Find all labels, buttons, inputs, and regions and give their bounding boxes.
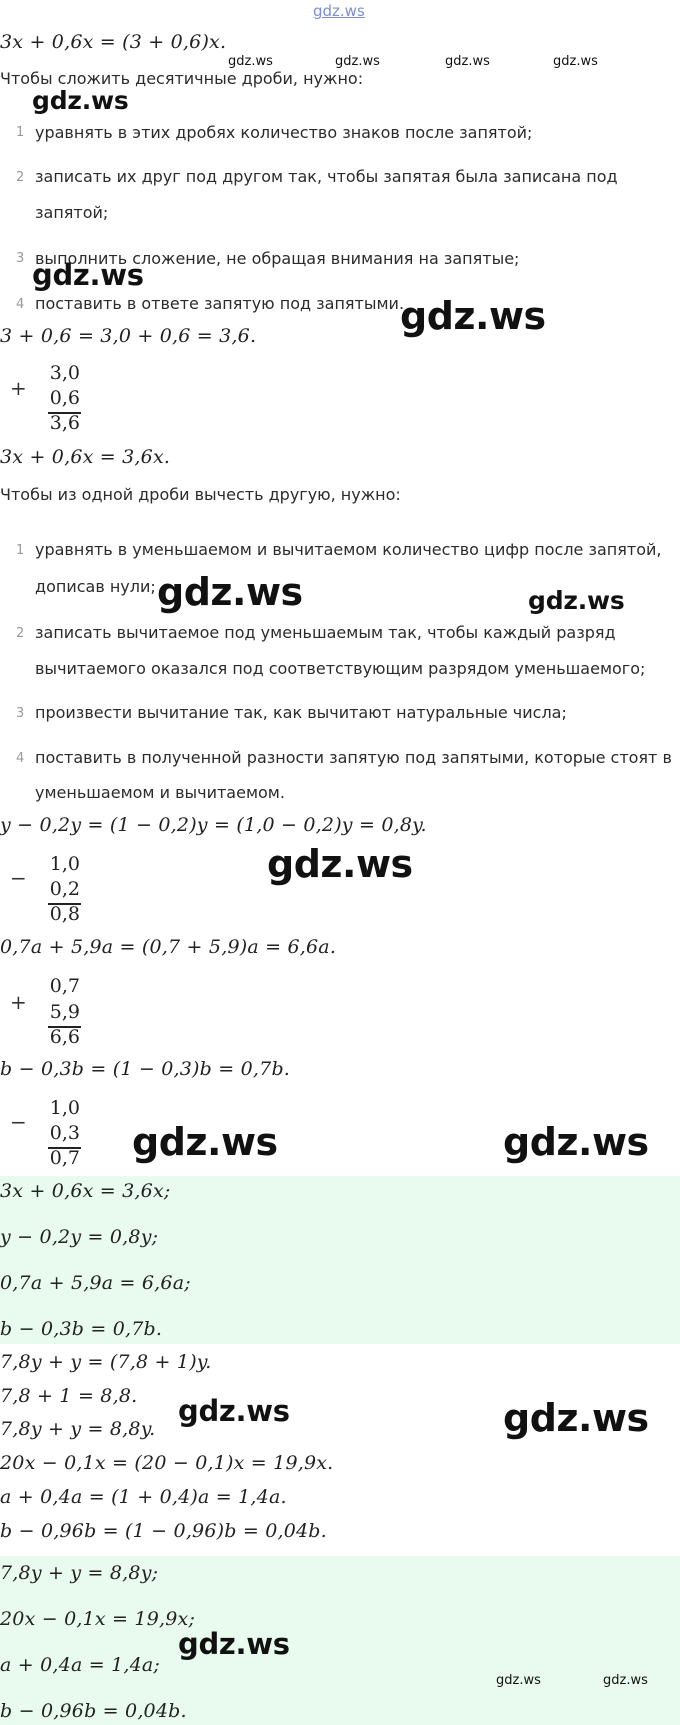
- step-number: 3: [16, 251, 25, 266]
- column-operator: −: [10, 1110, 27, 1134]
- equation: 7,8 + 1 = 8,8.: [0, 1385, 138, 1407]
- column-operator: −: [10, 866, 27, 890]
- column-operand: 5,9: [49, 1001, 80, 1023]
- watermark: gdz.ws: [178, 1394, 290, 1428]
- step-text: уравнять в уменьшаемом и вычитаемом количество цифр после запятой,: [35, 540, 662, 559]
- watermark: gdz.ws: [178, 1627, 290, 1661]
- step-number: 2: [16, 626, 25, 641]
- watermark: gdz.ws: [445, 54, 490, 69]
- step-text-cont: дописав нули;: [35, 577, 156, 596]
- equation: a + 0,4a = (1 + 0,4)a = 1,4a.: [0, 1486, 287, 1508]
- column-operator: +: [10, 376, 27, 400]
- answer-line: y − 0,2y = 0,8y;: [0, 1226, 159, 1248]
- watermark: gdz.ws: [503, 1396, 649, 1440]
- step-text: произвести вычитание так, как вычитают натуральные числа;: [35, 703, 567, 722]
- column-operand: 3,0: [49, 362, 80, 384]
- column-result: 0,7: [49, 1147, 80, 1169]
- answer-line: 0,7a + 5,9a = 6,6a;: [0, 1272, 191, 1294]
- step-number: 1: [16, 543, 25, 558]
- step-text-cont: уменьшаемом и вычитаемом.: [35, 783, 285, 802]
- column-result: 0,8: [49, 903, 80, 925]
- step-text: записать вычитаемое под уменьшаемым так, чтобы каждый разряд: [35, 623, 616, 642]
- step-text-cont: вычитаемого оказался под соответствующим разрядом уменьшаемого;: [35, 659, 646, 678]
- watermark: gdz.ws: [503, 1120, 649, 1164]
- step-number: 3: [16, 706, 25, 721]
- answer-line: 7,8y + y = 8,8y;: [0, 1562, 159, 1584]
- column-operand: 1,0: [49, 1097, 80, 1119]
- watermark: gdz.ws: [228, 54, 273, 69]
- equation: 3 + 0,6 = 3,0 + 0,6 = 3,6.: [0, 325, 257, 347]
- equation: y − 0,2y = (1 − 0,2)y = (1,0 − 0,2)y = 0,8y.: [0, 814, 427, 836]
- answer-box: [0, 1556, 680, 1725]
- equation: 20x − 0,1x = (20 − 0,1)x = 19,9x.: [0, 1452, 334, 1474]
- watermark: gdz.ws: [32, 258, 144, 292]
- watermark: gdz.ws: [32, 86, 129, 115]
- watermark: gdz.ws: [528, 586, 625, 615]
- step-text-cont: запятой;: [35, 203, 109, 222]
- watermark: gdz.ws: [400, 294, 546, 338]
- watermark: gdz.ws: [553, 54, 598, 69]
- step-text: записать их друг под другом так, чтобы запятая была записана под: [35, 167, 618, 186]
- column-operand: 0,6: [49, 387, 80, 409]
- column-operand: 0,7: [49, 975, 80, 997]
- step-text: поставить в ответе запятую под запятыми.: [35, 294, 405, 313]
- step-number: 4: [16, 297, 25, 312]
- equation: b − 0,96b = (1 − 0,96)b = 0,04b.: [0, 1520, 327, 1542]
- column-operand: 0,3: [49, 1122, 80, 1144]
- column-result: 3,6: [49, 412, 80, 434]
- watermark: gdz.ws: [603, 1673, 648, 1688]
- watermark: gdz.ws: [335, 54, 380, 69]
- answer-line: b − 0,3b = 0,7b.: [0, 1318, 163, 1340]
- column-operand: 0,2: [49, 878, 80, 900]
- answer-line: a + 0,4a = 1,4a;: [0, 1654, 161, 1676]
- watermark-top[interactable]: gdz.ws: [313, 2, 365, 20]
- answer-line: 20x − 0,1x = 19,9x;: [0, 1608, 196, 1630]
- answer-line: 3x + 0,6x = 3,6x;: [0, 1180, 171, 1202]
- column-operand: 1,0: [49, 853, 80, 875]
- watermark: gdz.ws: [132, 1120, 278, 1164]
- equation: b − 0,3b = (1 − 0,3)b = 0,7b.: [0, 1058, 291, 1080]
- step-number: 2: [16, 170, 25, 185]
- watermark: gdz.ws: [157, 570, 303, 614]
- watermark: gdz.ws: [496, 1673, 541, 1688]
- rule-intro: Чтобы из одной дроби вычесть другую, нужно:: [0, 485, 401, 504]
- step-number: 1: [16, 125, 25, 140]
- step-number: 4: [16, 751, 25, 766]
- equation: 0,7a + 5,9a = (0,7 + 5,9)a = 6,6a.: [0, 936, 337, 958]
- equation: 3x + 0,6x = 3,6x.: [0, 446, 171, 468]
- step-text: выполнить сложение, не обращая внимания на запятые;: [35, 249, 520, 268]
- watermark: gdz.ws: [267, 842, 413, 886]
- answer-box: [0, 1176, 680, 1344]
- equation: 7,8y + y = (7,8 + 1)y.: [0, 1351, 212, 1373]
- step-text: уравнять в этих дробях количество знаков после запятой;: [35, 123, 533, 142]
- rule-intro: Чтобы сложить десятичные дроби, нужно:: [0, 69, 364, 88]
- column-operator: +: [10, 990, 27, 1014]
- equation: 7,8y + y = 8,8y.: [0, 1418, 156, 1440]
- step-text: поставить в полученной разности запятую под запятыми, которые стоят в: [35, 748, 672, 767]
- column-result: 6,6: [49, 1026, 80, 1048]
- answer-line: b − 0,96b = 0,04b.: [0, 1700, 187, 1722]
- equation: 3x + 0,6x = (3 + 0,6)x.: [0, 31, 227, 53]
